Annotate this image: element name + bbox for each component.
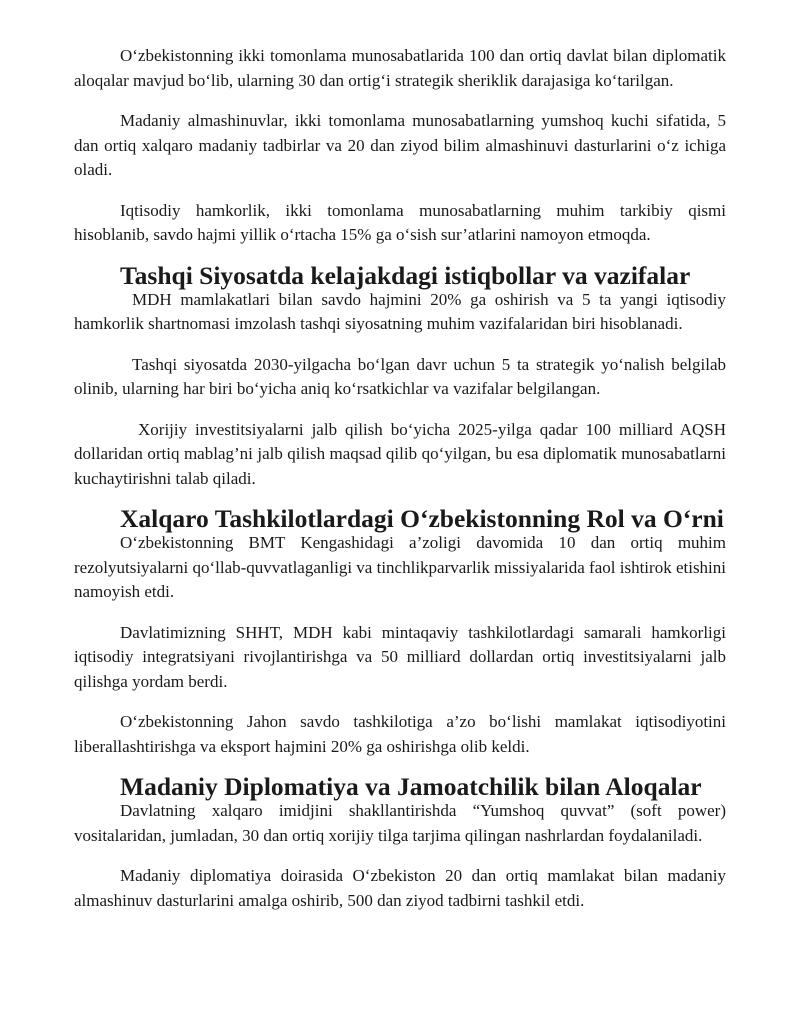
section-heading: Xalqaro Tashkilotlardagi O‘zbekistonning Rol va O‘rni xyxy=(120,504,724,533)
paragraph: O‘zbekistonning BMT Kengashidagi a’zoligi davomida 10 dan ortiq muhim rezolyutsiyalarni qo‘llab-quvvatlaganligi va tinchlikparvarlik missiyalarida faol ishtirok etishini namoyish etdi. xyxy=(74,533,726,601)
section-cultural-diplomacy xyxy=(74,772,726,913)
section-future-prospects xyxy=(74,260,726,492)
paragraph: Tashqi siyosatda 2030-yilgacha bo‘lgan davr uchun 5 ta strategik yo‘nalish belgilab olinib, ularning har biri bo‘yicha aniq ko‘rsatkichlar va vazifalar belgilangan. xyxy=(74,354,726,398)
paragraph: Madaniy diplomatiya doirasida O‘zbekiston 20 dan ortiq mamlakat bilan madaniy almashinuv dasturlarini amalga oshirib, 500 dan ziyod tadbirni tashkil etdi. xyxy=(74,866,726,910)
paragraph: O‘zbekistonning Jahon savdo tashkilotiga a’zo bo‘lishi mamlakat iqtisodiyotini liberallashtirishga va eksport hajmini 20% ga oshirishga olib keldi. xyxy=(74,712,726,756)
paragraph: Davlatning xalqaro imidjini shakllantirishda “Yumshoq quvvat” (soft power) vositalaridan, jumladan, 30 dan ortiq xorijiy tilga tarjima qilingan nashrlardan foydalaniladi. xyxy=(74,801,726,845)
paragraph: O‘zbekistonning ikki tomonlama munosabatlarida 100 dan ortiq davlat bilan diplomatik aloqalar mavjud bo‘lib, ularning 30 dan ortig‘i strategik sheriklik darajasiga ko‘tarilgan. xyxy=(74,46,726,90)
paragraph: Xorijiy investitsiyalarni jalb qilish bo‘yicha 2025-yilga qadar 100 milliard AQSH dollaridan ortiq mablag’ni jalb qilish maqsad qilib qo‘yilgan, bu esa diplomatik munosabatlarni kuchaytirishni talab qiladi. xyxy=(74,419,726,488)
section-international-organizations xyxy=(74,504,726,759)
paragraph: Madaniy almashinuvlar, ikki tomonlama munosabatlarning yumshoq kuchi sifatida, 5 dan ortiq xalqaro madaniy tadbirlar va 20 dan ziyod bilim almashinuvi dasturlarini o‘z ichiga oladi. xyxy=(74,111,726,179)
section-heading: Tashqi Siyosatda kelajakdagi istiqbollar va vazifalar xyxy=(120,260,691,290)
section-heading: Madaniy Diplomatiya va Jamoatchilik bilan Aloqalar xyxy=(120,772,702,801)
document-page xyxy=(74,44,726,929)
paragraph: MDH mamlakatlari bilan savdo hajmini 20% ga oshirish va 5 ta yangi iqtisodiy hamkorlik shartnomasi imzolash tashqi siyosatning muhim vazifalaridan biri hisoblanadi. xyxy=(74,289,726,333)
paragraph: Iqtisodiy hamkorlik, ikki tomonlama munosabatlarning muhim tarkibiy qismi hisoblanib, savdo hajmi yillik o‘rtacha 15% ga o‘sish sur’atlarini namoyon etmoqda. xyxy=(74,200,726,244)
paragraph: Davlatimizning SHHT, MDH kabi mintaqaviy tashkilotlardagi samarali hamkorligi iqtisodiy integratsiyani rivojlantirishga va 50 milliard dollardan ortiq investitsiyalarni jalb qilishga yordam berdi. xyxy=(74,622,726,691)
